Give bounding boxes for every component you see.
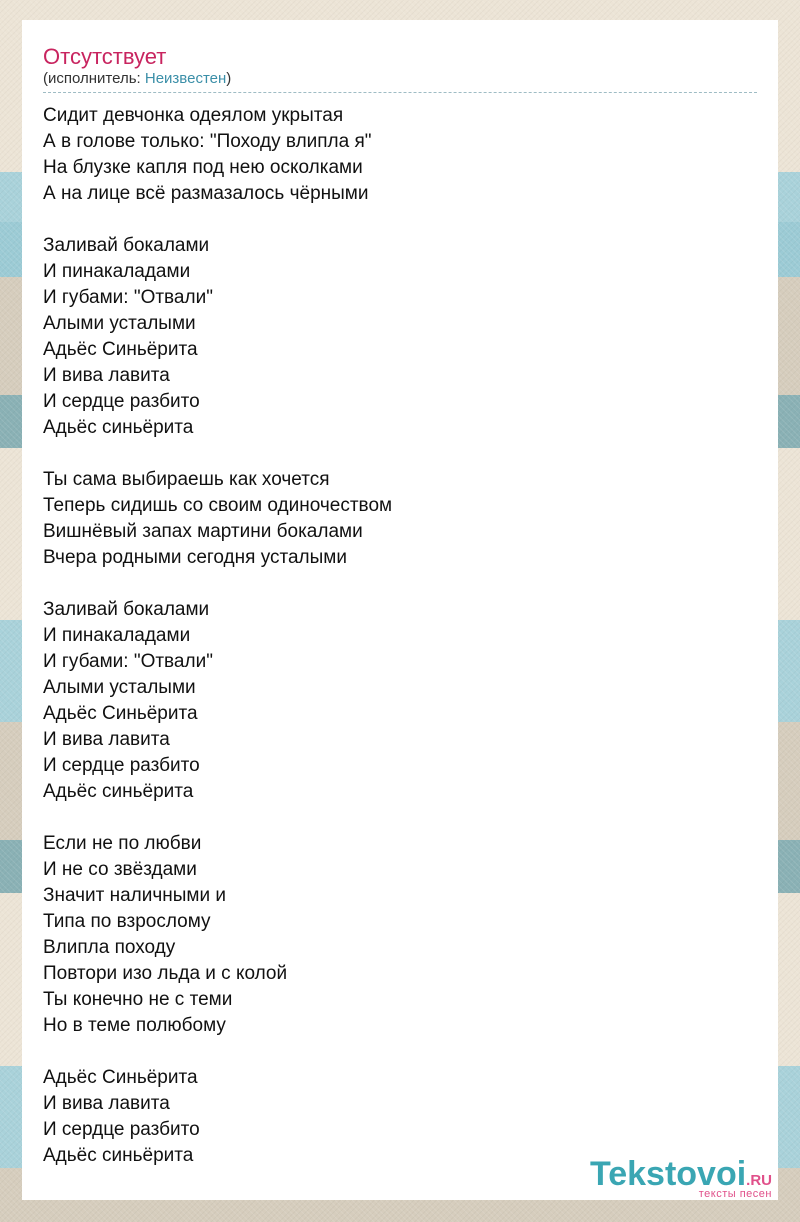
lyric-line: И пинакаладами: [43, 625, 191, 646]
stanza-break: [43, 207, 757, 233]
lyric-line: Но в теме полюбому: [43, 1015, 226, 1036]
artist-line: [43, 70, 757, 93]
lyric-line: И вива лавита: [43, 365, 170, 386]
artist-suffix: ): [226, 70, 232, 87]
stanza-break: [43, 805, 757, 831]
lyric-line: И сердце разбито: [43, 1119, 200, 1140]
song-title: Отсутствует: [43, 44, 167, 69]
lyric-line: Адьёс Синьёрита: [43, 339, 198, 360]
lyric-line: И пинакаладами: [43, 261, 191, 282]
lyric-line: И губами: "Отвали": [43, 651, 213, 672]
logo-brand: Tekstovoi: [589, 1155, 747, 1193]
lyric-line: Если не по любви: [43, 833, 202, 854]
lyric-line: Адьёс синьёрита: [43, 781, 194, 802]
lyric-line: Значит наличными и: [43, 885, 226, 906]
stanza-break: [43, 571, 757, 597]
logo-tagline: тексты песен: [698, 1188, 772, 1200]
lyric-line: Заливай бокалами: [43, 599, 210, 620]
stanza-break: [43, 1039, 757, 1065]
lyric-line: А в голове только: "Походу влипла я": [43, 131, 372, 152]
lyric-line: И вива лавита: [43, 1093, 170, 1114]
lyric-line: Адьёс Синьёрита: [43, 703, 198, 724]
lyric-line: Адьёс Синьёрита: [43, 1067, 198, 1088]
lyric-line: Ты конечно не с теми: [43, 989, 233, 1010]
lyric-line: Алыми усталыми: [43, 313, 196, 334]
lyric-line: Вчера родными сегодня усталыми: [43, 547, 347, 568]
lyric-line: И не со звёздами: [43, 859, 197, 880]
lyric-line: И губами: "Отвали": [43, 287, 213, 308]
lyric-line: Ты сама выбираешь как хочется: [43, 469, 330, 490]
lyric-line: Сидит девчонка одеялом укрытая: [43, 105, 344, 126]
lyric-line: А на лице всё размазалось чёрными: [43, 183, 369, 204]
lyric-line: Влипла походу: [43, 937, 176, 958]
lyric-line: И вива лавита: [43, 729, 170, 750]
artist-prefix: (исполнитель:: [43, 70, 145, 87]
lyric-line: Адьёс синьёрита: [43, 1145, 194, 1166]
lyric-line: Вишнёвый запах мартини бокалами: [43, 521, 363, 542]
lyric-line: И сердце разбито: [43, 755, 200, 776]
lyrics-card: [22, 20, 778, 1200]
lyric-line: На блузке капля под нею осколками: [43, 157, 363, 178]
lyric-line: И сердце разбито: [43, 391, 200, 412]
logo-tld: .RU: [746, 1172, 772, 1189]
lyric-line: Заливай бокалами: [43, 235, 210, 256]
stanza-break: [43, 441, 757, 467]
artist-link[interactable]: Неизвестен: [144, 70, 227, 87]
lyric-line: Повтори изо льда и с колой: [43, 963, 288, 984]
lyric-line: Теперь сидишь со своим одиночеством: [43, 495, 393, 516]
site-logo[interactable]: [590, 1157, 772, 1200]
lyric-line: Типа по взрослому: [43, 911, 211, 932]
lyric-line: Адьёс синьёрита: [43, 417, 194, 438]
lyrics-text: [43, 103, 757, 1169]
lyric-line: Алыми усталыми: [43, 677, 196, 698]
